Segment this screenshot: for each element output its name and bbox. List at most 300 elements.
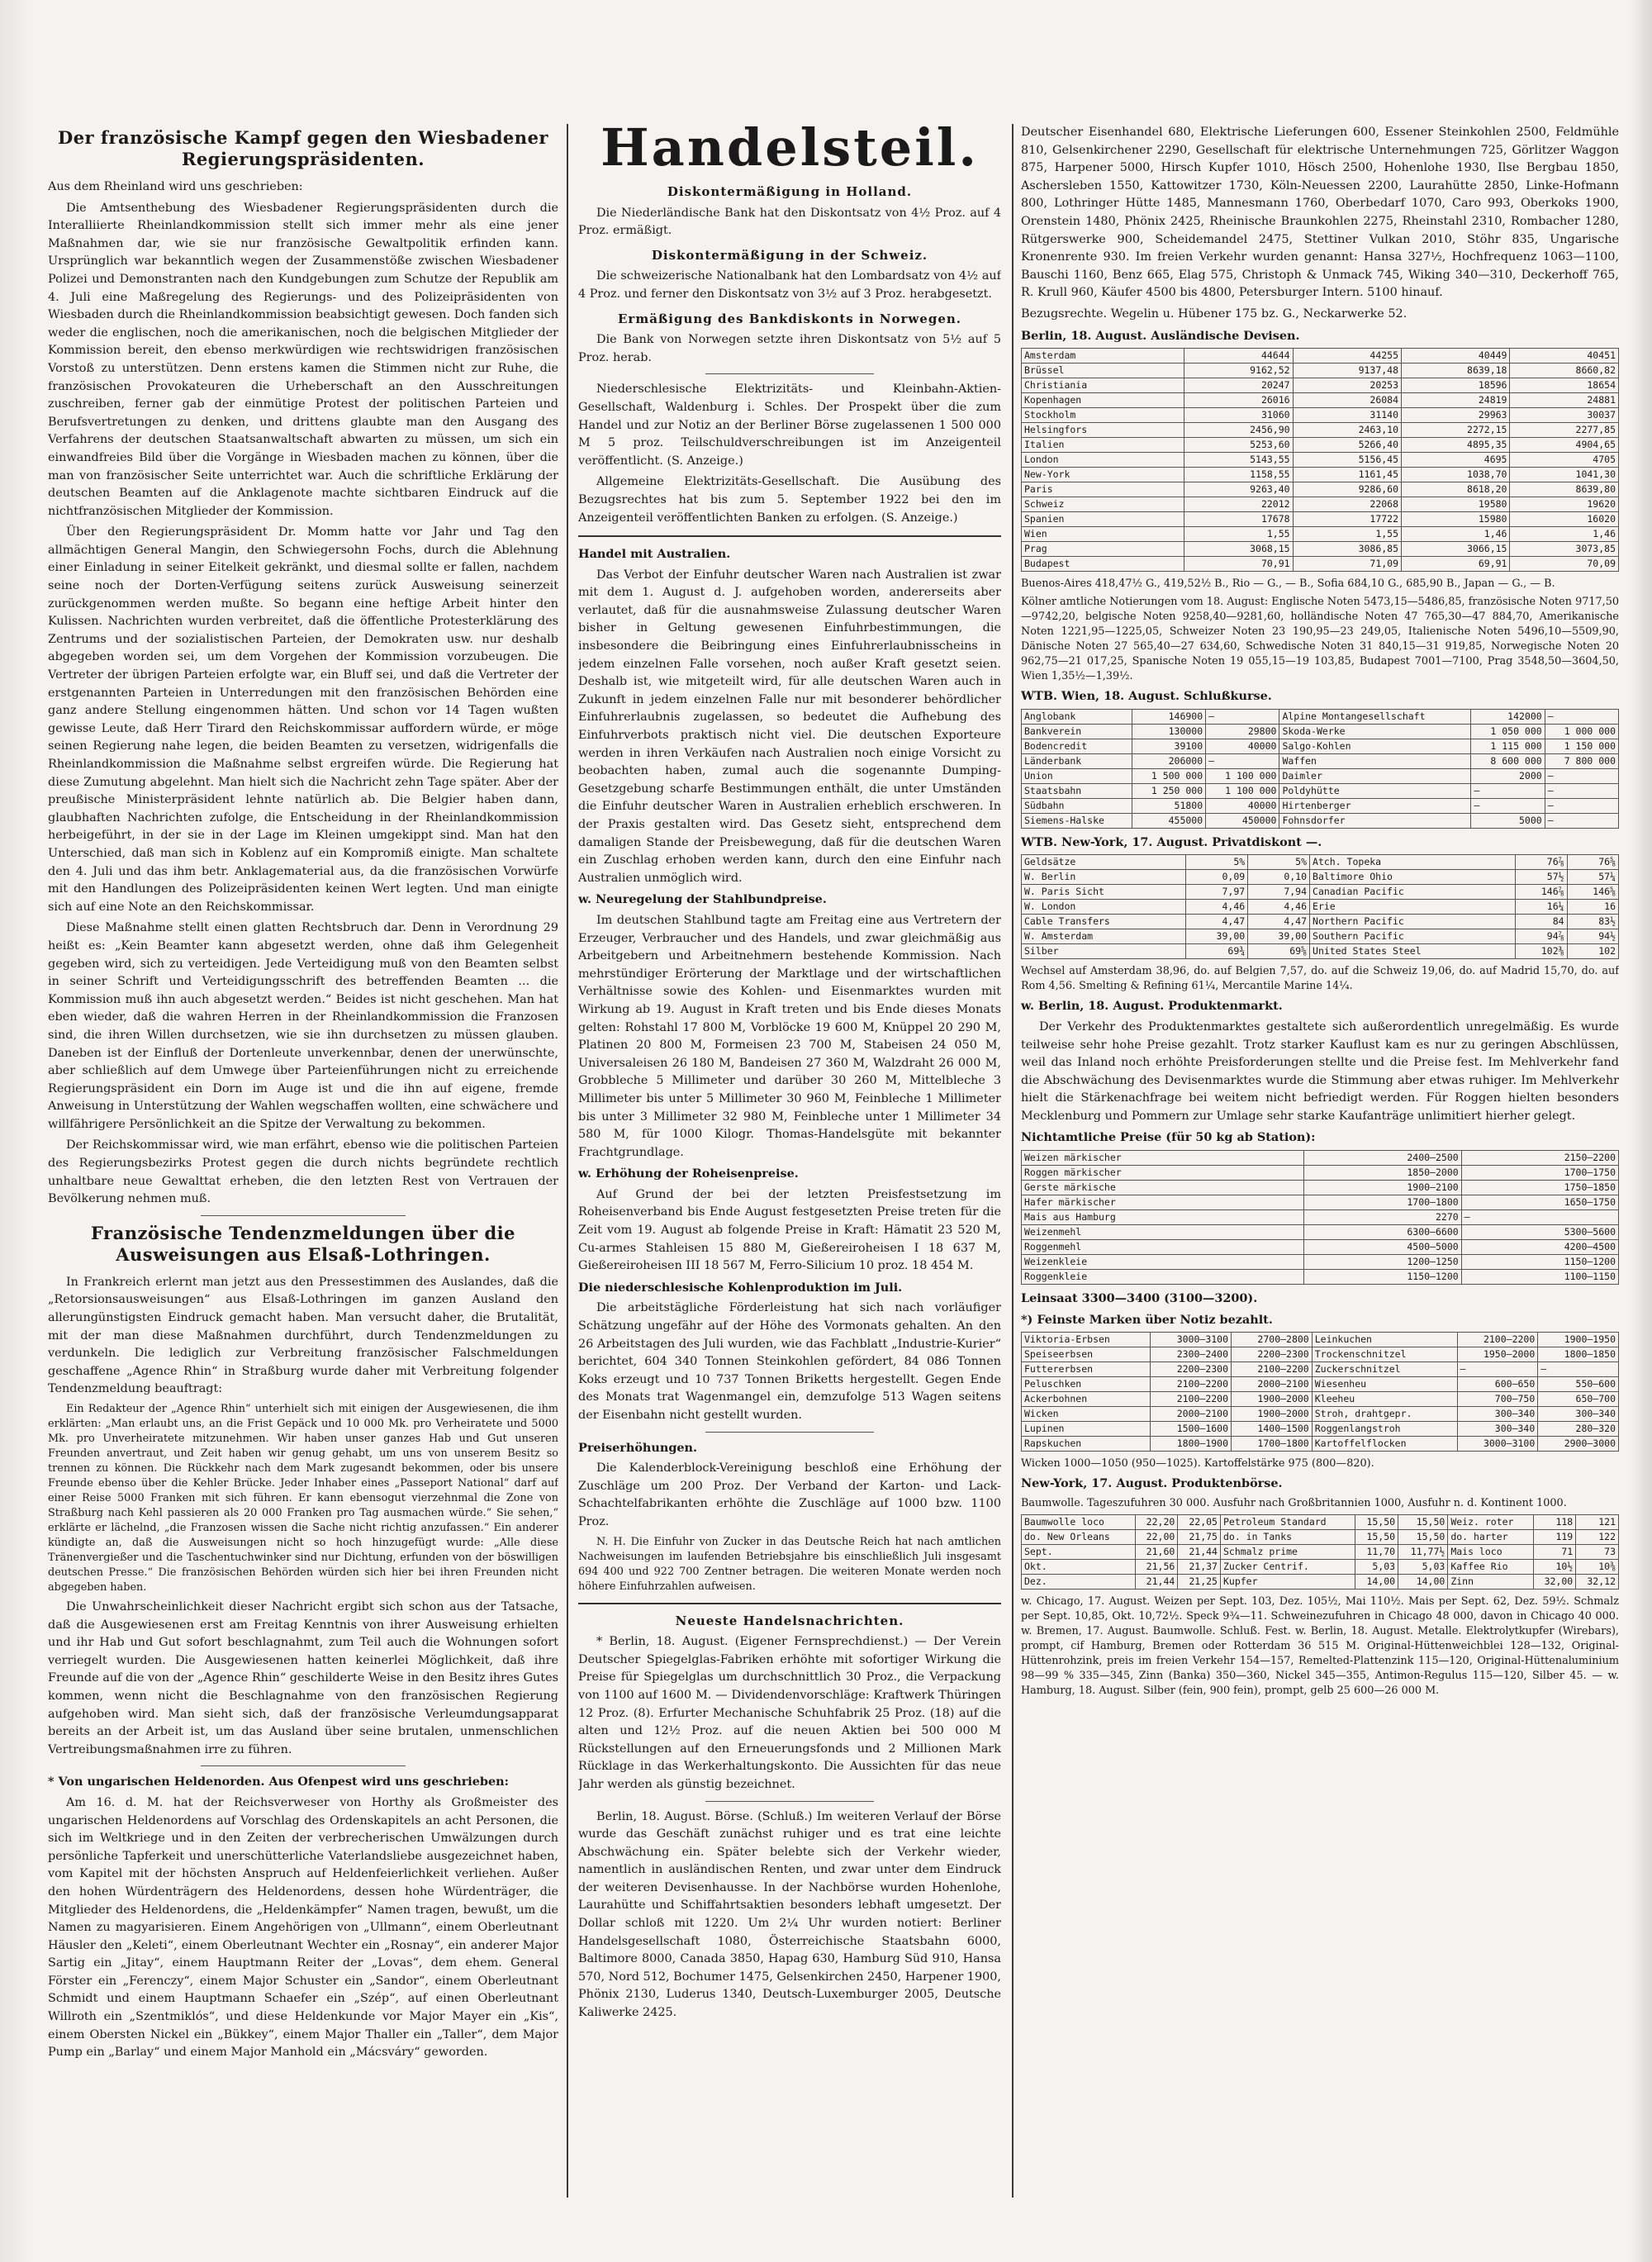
- table-row: [1022, 393, 1619, 408]
- table-cell: 3000—3100: [1457, 1437, 1538, 1452]
- subheading: Diskontermäßigung in Holland.: [667, 184, 913, 199]
- paragraph: Die schweizerische Nationalbank hat den Lombardsatz von 4½ auf 4 Proz. und ferner den Diskontsatz von 3½ auf 3 Proz. herabgesetzt.: [578, 269, 1001, 301]
- paragraph: Die Unwahrscheinlichkeit dieser Nachricht ergibt sich schon aus der Tatsache, daß die Ausgewiesenen erst am Freitag Kenntnis von ihrer Ausweisung erhielten und ihr Hab und Gut sofort beschlagnahmt, zum Teil auch die Wohnungen sofort verriegelt wurden. Die Ausgewiesenen hatten keinerlei Möglichkeit, daß ihre Freunde auf die von der „Agence Rhin“ geschilderte Weise in den Besitz ihres Gutes kommen, wenn nicht die Beschlagnahme von den französischen Regierung aufgehoben wird. Man sieht sich, daß der französische Verleumdungsapparat bereits an der Arbeit ist, um das Ausland über seine brutalen, unmenschlichen Vertreibungsmaßnahmen irre zu führen.: [48, 1600, 558, 1756]
- table-cell: 7 800 000: [1545, 753, 1618, 768]
- table-cell: 300—340: [1538, 1407, 1619, 1422]
- subheading: Diskontermäßigung in der Schweiz.: [651, 247, 928, 263]
- table-cell: Budapest: [1022, 557, 1184, 572]
- table-cell: 2000—2100: [1232, 1377, 1313, 1392]
- table-row: [1022, 1240, 1619, 1255]
- table-cell: Kartoffelflocken: [1312, 1437, 1457, 1452]
- table-cell: 14,00: [1355, 1574, 1398, 1589]
- table-cell: 1 100 000: [1206, 768, 1279, 783]
- table-cell: 16020: [1510, 512, 1619, 527]
- table-cell: 69¾: [1186, 944, 1248, 959]
- table-cell: 206000: [1132, 753, 1205, 768]
- table-cell: 5253,60: [1184, 438, 1293, 453]
- table-cell: 22,20: [1135, 1514, 1178, 1529]
- table-cell: 0,09: [1186, 870, 1248, 885]
- marken-table: [1021, 1332, 1619, 1452]
- table-cell: 8618,20: [1402, 482, 1510, 497]
- paragraph: Kölner amtliche Notierungen vom 18. August: Englische Noten 5473,15—5486,85, französische Noten 9717,50—9742,20, belgische Noten 9258,40—9281,60, holländische Noten 47 765,30—47 884,70, Amerikanische Noten 1221,95—1225,05, Schweizer Noten 23 190,95—23 249,05, Italienische Noten 5496,10—5509,90, Dänische Noten 27 565,40—27 634,60, Schwedische Noten 31 840,15—31 919,85, Norwegische Noten 20 962,75—21 017,25, Spanische Noten 19 055,15—19 103,85, Budapest 7001—7100, Prag 3548,50—3604,50, Wien 1,35½—1,39½.: [1021, 596, 1619, 683]
- table-cell: 40000: [1206, 739, 1279, 753]
- table-cell: 22012: [1184, 497, 1293, 512]
- paragraph: Das Verbot der Einfuhr deutscher Waren nach Australien ist zwar mit dem 1. August d. J. aufgehoben worden, andererseits aber verlautet, daß für die ausnahmsweise Zulassung deutscher Waren bisher in Geltung gewesenen Einfuhrbestimmungen, die insbesondere die Beibringung eines Einfuhrerlaubnisscheins in jedem einzelnen Falle vorsehen, noch außer Kraft gesetzt seien. Deshalb ist, wie mitgeteilt wird, für alle deutschen Waren auch in Zukunft in jedem einzelnen Falle nur mit besonderer behördlicher Einfuhrerlaubnis zugelassen, so bedeutet die Aufhebung des Einfuhrverbots praktisch nicht viel. Die deutschen Exporteure werden in ihren Verkäufen nach Australien noch einige Vorsicht zu beobachten haben, zumal auch die sogenannte Dumping-Gesetzgebung scharfe Bestimmungen enthält, die unter Umständen die Einfuhr deutscher Waren in Australien erheblich erschweren. In der Praxis gestalten wird. Das Gesetz sieht, entsprechend dem damaligen Stande der Preisbewegung, daß für die deutschen Waren ein Zuschlag erhoben werden kann, durch den eine Einfuhr nach Australien unmöglich wird.: [578, 568, 1001, 885]
- table-cell: W. Berlin: [1022, 870, 1186, 885]
- table-cell: 29800: [1206, 724, 1279, 739]
- table-cell: 26016: [1184, 393, 1293, 408]
- paragraph: Leinsaat 3300—3400 (3100—3200).: [1021, 1291, 1258, 1306]
- table-cell: 51800: [1132, 798, 1205, 813]
- table-cell: Fohnsdorfer: [1279, 813, 1471, 828]
- table-cell: Amsterdam: [1022, 349, 1184, 364]
- table-row: [1022, 527, 1619, 542]
- table-cell: 2100—2200: [1151, 1377, 1232, 1392]
- table-cell: 146⅞: [1516, 885, 1567, 900]
- table-cell: 119: [1533, 1529, 1576, 1544]
- table-cell: 130000: [1132, 724, 1205, 739]
- separator: [705, 1801, 875, 1802]
- table-cell: 1 115 000: [1471, 739, 1545, 753]
- table-cell: 1900—2000: [1232, 1407, 1313, 1422]
- table-cell: Roggen märkischer: [1022, 1166, 1304, 1181]
- table-cell: 21,75: [1178, 1529, 1221, 1544]
- table-cell: 122: [1576, 1529, 1619, 1544]
- table-cell: 650—700: [1538, 1392, 1619, 1407]
- table-cell: 2900—3000: [1538, 1437, 1619, 1452]
- table-cell: 26084: [1293, 393, 1401, 408]
- table-cell: 15,50: [1398, 1514, 1448, 1529]
- section-masthead: Handelsteil.: [601, 124, 979, 178]
- table-cell: do. New Orleans: [1022, 1529, 1136, 1544]
- separator: [705, 373, 875, 374]
- table-cell: 19580: [1402, 497, 1510, 512]
- table-row: [1022, 1407, 1619, 1422]
- table-cell: do. harter: [1448, 1529, 1533, 1544]
- table-cell: Daimler: [1279, 768, 1471, 783]
- table-cell: Silber: [1022, 944, 1186, 959]
- table-cell: 9263,40: [1184, 482, 1293, 497]
- table-row: [1022, 512, 1619, 527]
- table-cell: 3073,85: [1510, 542, 1619, 557]
- table-cell: 300—340: [1457, 1422, 1538, 1437]
- table-cell: Schmalz prime: [1220, 1544, 1355, 1559]
- table-row: [1022, 783, 1619, 798]
- scan-edge-right: [1629, 0, 1652, 2262]
- subheading: New-York, 17. August. Produktenbörse.: [1021, 1476, 1283, 1491]
- table-cell: 69,91: [1402, 557, 1510, 572]
- paragraph: Niederschlesische Elektrizitäts- und Kleinbahn-Aktien-Gesellschaft, Waldenburg i. Schles. Der Prospekt über die zum Handel und zur Notiz an der Berliner Börse zugelassenen 1 500 000 M 5 proz. Teilschuldverschreibungen ist im Anzeigenteil veröffentlicht. (S. Anzeige.): [578, 383, 1001, 468]
- table-cell: 600—650: [1457, 1377, 1538, 1392]
- paragraph: Der Verkehr des Produktenmarktes gestaltete sich außerordentlich unregelmäßig. Es wurde teilweise sehr hohe Preise gezahlt. Trotz starker Kauflust kam es nur zu geringen Abschlüssen, weil das Inland noch erhöhte Preisforderungen stellte und die Preise fest. Im Mehlverkehr fand die Abschwächung des Devisenmarktes wurde die Stimmung aber etwas ruhiger. Im Mehlverkehr hielt die Stärkenachfrage bei weitem nicht befriedigt werden. Für Roggen hielten besonders Mecklenburg und Pommern zur Umlage sehr starke Kaufanträge unlimitiert hierher gelegt.: [1021, 1019, 1619, 1123]
- table-row: [1022, 1392, 1619, 1407]
- table-row: [1022, 1437, 1619, 1452]
- table-cell: 2100—2200: [1151, 1392, 1232, 1407]
- table-cell: 57½: [1516, 870, 1567, 885]
- headline-wiesbaden: Der französische Kampf gegen den Wiesbadener Regierungspräsidenten.: [57, 127, 548, 169]
- table-cell: 5,03: [1398, 1559, 1448, 1574]
- table-cell: 5143,55: [1184, 453, 1293, 468]
- paragraph: Die Amtsenthebung des Wiesbadener Regierungspräsidenten durch die Interalliierte Rheinlandkommission stellt sich immer mehr als eine jener Maßnahmen dar, wie sie nur französische Gewaltpolitik erfinden kann. Ursprünglich war bekanntlich wegen der Zusammenstöße zwischen Wiesbadener Polizei und Demonstranten nach den Kundgebungen zum Schutze der Republik am 4. Juli eine Maßregelung des Regierungs- und des Polizeipräsidenten von Wiesbaden durch die Rheinlandkommission beabsichtigt gewesen. Doch fanden sich weder die englischen, noch die amerikanischen, noch die belgischen Mitglieder der Kommission bereit, den ebenso merkwürdigen wie rechtswidrigen französischen Vorstoß zu unterstützen. Denn erstens kamen die Stimmen nicht zur Ruhe, die französischen Provokateuren die Urheberschaft an den Ausschreitungen zuschreiben, ferner gab der einmütige Protest der politischen Parteien und Berufsvertretungen zu denken, und drittens glaubte man den Ausgang des Verfahrens der deutschen Staatsanwaltschaft abwarten zu müssen, um sich ein einwandfreies Bild über die Vorgänge in Wiesbaden machen zu können, über die man von französischer Seite unterrichtet war. Auch die schriftliche Erklärung der deutschen Beamten auf die Anklagenote machte sichtbaren Eindruck auf die nichtfranzösischen Mitglieder der Kommission.: [48, 201, 558, 518]
- paragraph: Wicken 1000—1050 (950—1025). Kartoffelstärke 975 (800—820).: [1021, 1457, 1374, 1471]
- table-row: [1022, 349, 1619, 364]
- table-cell: 4500—5000: [1304, 1240, 1461, 1255]
- table-row: [1022, 378, 1619, 393]
- table-row: [1022, 1333, 1619, 1347]
- table-cell: Leinkuchen: [1312, 1333, 1457, 1347]
- table-cell: 4,46: [1186, 900, 1248, 915]
- table-cell: 5%: [1248, 855, 1310, 870]
- table-cell: 2000: [1471, 768, 1545, 783]
- table-cell: 15,50: [1355, 1529, 1398, 1544]
- table-cell: W. London: [1022, 900, 1186, 915]
- paragraph: Buenos-Aires 418,47½ G., 419,52½ B., Rio — G., — B., Sofia 684,10 G., 685,90 B., Japan — G., — B.: [1021, 577, 1555, 591]
- table-cell: —: [1545, 709, 1618, 724]
- table-cell: New-York: [1022, 468, 1184, 482]
- table-cell: 3086,85: [1293, 542, 1401, 557]
- table-cell: 17678: [1184, 512, 1293, 527]
- table-cell: Canadian Pacific: [1310, 885, 1516, 900]
- table-cell: —: [1457, 1362, 1538, 1377]
- table-cell: 102: [1567, 944, 1618, 959]
- table-cell: 280—320: [1538, 1422, 1619, 1437]
- table-cell: Paris: [1022, 482, 1184, 497]
- table-cell: 2150—2200: [1461, 1151, 1618, 1166]
- table-cell: Wien: [1022, 527, 1184, 542]
- table-cell: 5300—5600: [1461, 1225, 1618, 1240]
- table-cell: —: [1538, 1362, 1619, 1377]
- table-cell: Weizenkleie: [1022, 1255, 1304, 1270]
- right-column: [1021, 124, 1619, 2198]
- table-cell: Alpine Montangesellschaft: [1279, 709, 1471, 724]
- table-cell: 1161,45: [1293, 468, 1401, 482]
- table-cell: 40449: [1402, 349, 1510, 364]
- table-cell: 2400—2500: [1304, 1151, 1461, 1166]
- table-cell: 1400—1500: [1232, 1422, 1313, 1437]
- paragraph-quote: Ein Redakteur der „Agence Rhin“ unterhielt sich mit einigen der Ausgewiesenen, die ihm erklärten: „Man erlaubt uns, an die Frist Gepäck und 10 000 Mk. pro Verheiratete und 5000 Mk. pro Unverheiratete mitzunehmen. Wir haben unser ganzes Hab und Gut unseren Freunden anvertraut, und Zeit haben wir genug gehabt, um uns von unserem Besitz so trennen zu können. Die Rückkehr nach dem Mark zugesandt bekommen, oder bis unsere Freunde ebenso über die Kehler Brücke. Jeder Inhaber eines „Passeport National“ darf auf einer Reise 5000 Franken mit sich führen. Er kann ebensogut vierzehnmal die Zone von Straßburg nach Kehl passieren als 20 000 Franken pro Tag ausmachen würde.“ Sie sehen,“ erklärte er lächelnd, „die Franzosen wissen die Sache nicht richtig anzufassen.“ Ein anderer kündigte an, daß die Ausweisungen nicht so hoch hinzugefügt wurde: „Alle diese Tränenvergießer und die Taschentuchwinker sind nur Dichtung, erfunden von der böswilligen deutschen Presse.“ Die französischen Behörden würden sich hier bei ihren Freunden nicht abgegeben haben.: [48, 1403, 558, 1594]
- table-cell: 21,44: [1178, 1544, 1221, 1559]
- table-cell: Brüssel: [1022, 364, 1184, 378]
- table-cell: Skoda-Werke: [1279, 724, 1471, 739]
- table-cell: 21,25: [1178, 1574, 1221, 1589]
- table-cell: Weizen märkischer: [1022, 1151, 1304, 1166]
- table-cell: 22,00: [1135, 1529, 1178, 1544]
- table-row: [1022, 1559, 1619, 1574]
- table-cell: Kupfer: [1220, 1574, 1355, 1589]
- table-row: [1022, 855, 1619, 870]
- table-cell: 2200—2300: [1151, 1362, 1232, 1377]
- scan-edge-left: [0, 0, 33, 2262]
- table-cell: 1,46: [1402, 527, 1510, 542]
- table-cell: 2270: [1304, 1210, 1461, 1225]
- table-cell: 70,91: [1184, 557, 1293, 572]
- table-cell: 8639,80: [1510, 482, 1619, 497]
- table-cell: —: [1206, 709, 1279, 724]
- table-cell: 73: [1576, 1544, 1619, 1559]
- table-cell: 22,05: [1178, 1514, 1221, 1529]
- paragraph: Die arbeitstägliche Förderleistung hat sich nach vorläufiger Schätzung ungefähr auf der Höhe des Vormonats gehalten. An den 26 Arbeitstagen des Juli wurden, wie das Fachblatt „Industrie-Kurier“ berichtet, 604 340 Tonnen Steinkohlen gefördert, 84 086 Tonnen Koks erzeugt und 10 737 Tonnen Briketts hergestellt. Gegen Ende des Monats trat Wagenmangel ein, demzufolge 513 Wagen seitens der Eisenbahn nicht gestellt wurden.: [578, 1301, 1001, 1422]
- table-cell: 20253: [1293, 378, 1401, 393]
- table-row: [1022, 1422, 1619, 1437]
- table-row: [1022, 798, 1619, 813]
- table-cell: Stroh, drahtgepr.: [1312, 1407, 1457, 1422]
- table-cell: 18654: [1510, 378, 1619, 393]
- table-cell: Mais loco: [1448, 1544, 1533, 1559]
- subheading: Berlin, 18. August. Ausländische Devisen.: [1021, 328, 1300, 343]
- table-cell: Geldsätze: [1022, 855, 1186, 870]
- table-row: [1022, 438, 1619, 453]
- devisen-table: [1021, 348, 1619, 572]
- subheading: w. Berlin, 18. August. Produktenmarkt.: [1021, 999, 1283, 1014]
- table-cell: 32,00: [1533, 1574, 1576, 1589]
- table-cell: 1150—1200: [1304, 1270, 1461, 1285]
- table-cell: 1 000 000: [1545, 724, 1618, 739]
- table-cell: Union: [1022, 768, 1132, 783]
- table-row: [1022, 1529, 1619, 1544]
- table-cell: Sept.: [1022, 1544, 1136, 1559]
- table-row: [1022, 1362, 1619, 1377]
- table-row: [1022, 1210, 1619, 1225]
- table-cell: 1041,30: [1510, 468, 1619, 482]
- table-cell: 16: [1567, 900, 1618, 915]
- table-cell: 1700—1800: [1232, 1437, 1313, 1452]
- table-cell: 2456,90: [1184, 423, 1293, 438]
- table-cell: Kaffee Rio: [1448, 1559, 1533, 1574]
- table-cell: Hirtenberger: [1279, 798, 1471, 813]
- table-cell: 4,46: [1248, 900, 1310, 915]
- table-cell: 76⅝: [1567, 855, 1618, 870]
- table-cell: 14,00: [1398, 1574, 1448, 1589]
- table-cell: Viktoria-Erbsen: [1022, 1333, 1151, 1347]
- separator: [578, 1603, 1001, 1604]
- subheading: w. Erhöhung der Roheisenpreise.: [578, 1167, 799, 1181]
- table-cell: Roggenmehl: [1022, 1240, 1304, 1255]
- table-row: [1022, 1270, 1619, 1285]
- table-cell: 57¼: [1567, 870, 1618, 885]
- table-cell: 40451: [1510, 349, 1619, 364]
- table-cell: Weizenmehl: [1022, 1225, 1304, 1240]
- paragraph: Auf Grund der bei der letzten Preisfestsetzung im Roheisenverband bis Ende August festgesetzten Preise treten für die Zeit vom 19. August ab folgende Preise in Kraft: Hämatit 23 520 M, Cu-armes Stahleisen 15 880 M, Gießereiroheisen I 18 637 M, Gießereiroheisen III 18 567 M, Ferro-Silicium 10 proz. 18 454 M.: [578, 1187, 1001, 1273]
- table-cell: 1200—1250: [1304, 1255, 1461, 1270]
- paragraph: Berlin, 18. August. Börse. (Schluß.) Im weiteren Verlauf der Börse wurde das Geschäft zunächst ruhiger und es trat eine leichte Abschwächung ein. Später belebte sich der Verkehr wieder, namentlich in ausländischen Renten, und zwar unter dem Eindruck der weiteren Devisenhausse. In der Nachbörse wurden Hohenlohe, Laurahütte und Schiffahrtsaktien besonders lebhaft umgesetzt. Der Dollar schloß mit 1220. Um 2¼ Uhr wurden notiert: Berliner Handelsgesellschaft 1080, Österreichische Staatsbahn 6000, Baltimore 8000, Canada 3850, Hapag 630, Hamburg Süd 910, Hansa 570, Nord 512, Bochumer 1475, Gelsenkirchen 2450, Harpener 1900, Phönix 2130, Luderus 1340, Deutsch-Luxemburger 2005, Deutsche Kaliwerke 2425.: [578, 1809, 1001, 2020]
- separator: [705, 1432, 875, 1433]
- table-row: [1022, 1181, 1619, 1195]
- table-cell: Rapskuchen: [1022, 1437, 1151, 1452]
- table-cell: 118: [1533, 1514, 1576, 1529]
- table-cell: 1038,70: [1402, 468, 1510, 482]
- table-row: [1022, 542, 1619, 557]
- table-cell: 2277,85: [1510, 423, 1619, 438]
- table-cell: 31140: [1293, 408, 1401, 423]
- table-cell: 4895,35: [1402, 438, 1510, 453]
- table-cell: 24819: [1402, 393, 1510, 408]
- table-cell: 76⅞: [1516, 855, 1567, 870]
- table-row: [1022, 1544, 1619, 1559]
- subheading: Nichtamtliche Preise (für 50 kg ab Station):: [1021, 1130, 1316, 1145]
- table-cell: Southern Pacific: [1310, 929, 1516, 944]
- wien-table: [1021, 709, 1619, 829]
- table-row: [1022, 944, 1619, 959]
- table-cell: —: [1471, 798, 1545, 813]
- table-cell: 7,97: [1186, 885, 1248, 900]
- table-cell: Staatsbahn: [1022, 783, 1132, 798]
- table-row: [1022, 739, 1619, 753]
- table-cell: 5156,45: [1293, 453, 1401, 468]
- table-cell: 9137,48: [1293, 364, 1401, 378]
- table-cell: Okt.: [1022, 1559, 1136, 1574]
- table-cell: 1900—1950: [1538, 1333, 1619, 1347]
- table-row: [1022, 423, 1619, 438]
- table-cell: Dez.: [1022, 1574, 1136, 1589]
- paragraph: Der Reichskommissar wird, wie man erfährt, ebenso wie die politischen Parteien des Regierungsbezirks Protest gegen die durch nichts begründete rechtlich unhaltbare neue Gewalttat erheben, die den letzten Rest von Vertrauen der Bevölkerung nehmen muß.: [48, 1138, 558, 1206]
- table-row: [1022, 1151, 1619, 1166]
- table-cell: 2463,10: [1293, 423, 1401, 438]
- table-row: [1022, 364, 1619, 378]
- table-cell: 44644: [1184, 349, 1293, 364]
- table-cell: 1 150 000: [1545, 739, 1618, 753]
- table-cell: 24881: [1510, 393, 1619, 408]
- table-cell: 142000: [1471, 709, 1545, 724]
- paragraph: Im deutschen Stahlbund tagte am Freitag eine aus Vertretern der Erzeuger, Verbraucher und des Handels, und zwar gleichmäßig aus Arbeitgebern und Arbeitnehmern bestehende Kommission. Nach mehrstündiger Erörterung der Marktlage und der wirtschaftlichen Verhältnisse sowie des Kohlen- und Eisenmarktes wurden mit Wirkung ab 19. August in Kraft treten und bis Ende dieses Monats gelten: Rohstahl 17 800 M, Vorblöcke 19 600 M, Knüppel 20 290 M, Platinen 20 800 M, Formeisen 23 700 M, Stabeisen 24 050 M, Universaleisen 26 180 M, Bandeisen 27 360 M, Walzdraht 26 000 M, Grobbleche 5 Millimeter und darüber 30 260 M, Mittelbleche 3 Millimeter bis unter 5 Millimeter 30 960 M, Feinbleche 1 Millimeter bis unter 3 Millimeter 32 980 M, Feinbleche unter 1 Millimeter 34 580 M, für 1000 Kilogr. Thomas-Handelsgüte mit bekannter Frachtgrundlage.: [578, 913, 1001, 1159]
- table-cell: 8660,82: [1510, 364, 1619, 378]
- table-cell: 550—600: [1538, 1377, 1619, 1392]
- table-cell: Erie: [1310, 900, 1516, 915]
- table-row: [1022, 709, 1619, 724]
- table-cell: Poldyhütte: [1279, 783, 1471, 798]
- table-cell: 8 600 000: [1471, 753, 1545, 768]
- table-cell: 18596: [1402, 378, 1510, 393]
- note: N. H. Die Einfuhr von Zucker in das Deutsche Reich hat nach amtlichen Nachweisungen im laufenden Betriebsjahre bis einschließlich Juli insgesamt 694 400 und 922 700 Zentner betragen. Die weiteren Monate werden noch höhere Einfuhrzahlen aufweisen.: [578, 1535, 1001, 1593]
- table-row: [1022, 468, 1619, 482]
- dateline: Aus dem Rheinland wird uns geschrieben:: [48, 180, 303, 193]
- table-cell: Salgo-Kohlen: [1279, 739, 1471, 753]
- table-row: [1022, 813, 1619, 828]
- table-cell: Peluschken: [1022, 1377, 1151, 1392]
- paragraph: w. Chicago, 17. August. Weizen per Sept. 103, Dez. 105½, Mai 110½. Mais per Sept. 62, Dez. 59½. Schmalz per Sept. 10,85, Okt. 10,72½. Speck 9¾—11. Schweinezufuhren in Chicago 48 000, davon in Chicago 40 000. w. Bremen, 17. August. Baumwolle. Schluß. Fest. w. Berlin, 18. August. Metalle. Elektrolytkupfer (Wirebars), prompt, cif Hamburg, Bremen oder Rotterdam 36 515 M. Original-Hüttenweichblei 128—132, Original-Hüttenrohzink, preis im freien Verkehr 154—157, Remelted-Plattenzink 115—120, Original-Hüttenaluminium 98—99 % 335—345, Zinn (Banka) 350—360, Nickel 345—355, Antimon-Regulus 115—120, Silber 45. — w. Hamburg, 18. August. Silber (fein, 900 fein), prompt, gelb 25 600—26 000 M.: [1021, 1594, 1619, 1697]
- table-cell: 10⅜: [1576, 1559, 1619, 1574]
- table-cell: 5000: [1471, 813, 1545, 828]
- table-cell: 8639,18: [1402, 364, 1510, 378]
- table-cell: 1750—1850: [1461, 1181, 1618, 1195]
- table-cell: 32,12: [1576, 1574, 1619, 1589]
- table-cell: 29963: [1402, 408, 1510, 423]
- table-cell: Atch. Topeka: [1310, 855, 1516, 870]
- table-cell: 0,10: [1248, 870, 1310, 885]
- table-cell: 121: [1576, 1514, 1619, 1529]
- table-cell: 31060: [1184, 408, 1293, 423]
- table-cell: Länderbank: [1022, 753, 1132, 768]
- table-cell: 1,55: [1293, 527, 1401, 542]
- table-cell: 71,09: [1293, 557, 1401, 572]
- table-cell: Italien: [1022, 438, 1184, 453]
- table-cell: 1650—1750: [1461, 1195, 1618, 1210]
- table-cell: Kopenhagen: [1022, 393, 1184, 408]
- preise-table: [1021, 1150, 1619, 1285]
- table-cell: 1850—2000: [1304, 1166, 1461, 1181]
- table-row: [1022, 900, 1619, 915]
- table-cell: 2300—2400: [1151, 1347, 1232, 1362]
- table-cell: 4705: [1510, 453, 1619, 468]
- table-row: [1022, 768, 1619, 783]
- table-cell: Zinn: [1448, 1574, 1533, 1589]
- separator: [578, 535, 1001, 537]
- table-row: [1022, 482, 1619, 497]
- paragraph: Über den Regierungspräsident Dr. Momm hatte vor Jahr und Tag den allmächtigen General Mangin, den Schwiegersohn Fochs, durch die Ablehnung einer Einladung in seiner Eitelkeit gekränkt, und diesmal sollte er fallen, nachdem seine noch der Dorten-Verfügung seitens zurück Ausweisung seinerzeit zurückgenommen werden mußte. So begann eine heftige Arbeit hinter den Kulissen. Nachrichten wurden verbreitet, daß die öffentliche Protesterklärung des Zentrums und der sozialistischen Parteien, der Demokraten usw. nur deshalb abgegeben worden sei, um dem Vorgehen der Kommission vorzubeugen. Die Vertreter der übrigen Parteien erfolgte war, ein Bluff sei, und daß die Vertreter der erstgenannten Parteien in Unterredungen mit den französischen Behörden eine ganz andere Stellung eingenommen hätten. Und schon vor 14 Tagen wußten gewisse Leute, daß Herr Tirard den Reichskommissar auffordern würde, er möge seinen Regierung nahe legen, die beiden Beamten zu versetzen, widrigenfalls die Rheinlandkommission die Maßnahme selbst ergreifen würde. Die Regierung hat diese Zumutung abgelehnt. Man hielt sich die Nachricht zehn Tage später. Aber der preußische Ministerpräsident lehnte natürlich ab. Die Belgier haben dann, glaubhaften Nachrichten zufolge, die Entscheidung in der Rheinlandkommission herbeigeführt, in der sie in der Lage im Kleinen umgekippt sind. Man hat den Unterschied, daß man sich in Koblenz auf ein Kompromiß einigte. Man schaltete den 4. Juli und das ihm betr. Anklagematerial aus, da die französischen Vorwürfe mit den Handlungen des Polizeipräsidenten keinen Wert legten. Und man einigte sich auf eine Note an den Reichskommissar.: [48, 525, 558, 914]
- subheading: Preiserhöhungen.: [578, 1440, 698, 1455]
- paragraph: In Frankreich erlernt man jetzt aus den Pressestimmen des Auslandes, daß die „Retorsionsausweisungen“ aus Elsaß-Lothringen im ganzen Ausland den allerungünstigsten Eindruck gemacht haben. Man versucht daher, die Brutalität, mit der man diese Maßnahmen durchführt, durch Tendenzmeldungen zu verdunkeln. Die lediglich zur Verbreitung französischer Falschmeldungen geschaffene „Agence Rhin“ in Straßburg wurde daher mit Verbreitung folgender Tendenzmeldung beauftragt:: [48, 1275, 558, 1396]
- subheading: Die niederschlesische Kohlenproduktion im Juli.: [578, 1280, 903, 1295]
- table-cell: 300—340: [1457, 1407, 1538, 1422]
- table-cell: 10½: [1533, 1559, 1576, 1574]
- table-row: [1022, 557, 1619, 572]
- table-cell: —: [1206, 753, 1279, 768]
- table-cell: Speiseerbsen: [1022, 1347, 1151, 1362]
- table-cell: 4,47: [1186, 915, 1248, 929]
- table-cell: Wiesenheu: [1312, 1377, 1457, 1392]
- table-cell: Siemens-Halske: [1022, 813, 1132, 828]
- table-cell: Futtererbsen: [1022, 1362, 1151, 1377]
- table-cell: Ackerbohnen: [1022, 1392, 1151, 1407]
- table-row: [1022, 724, 1619, 739]
- table-cell: 7,94: [1248, 885, 1310, 900]
- table-row: [1022, 497, 1619, 512]
- table-cell: 69⅝: [1248, 944, 1310, 959]
- table-cell: 5,03: [1355, 1559, 1398, 1574]
- table-cell: Mais aus Hamburg: [1022, 1210, 1304, 1225]
- table-row: [1022, 1225, 1619, 1240]
- table-cell: 17722: [1293, 512, 1401, 527]
- table-cell: 1900—2100: [1304, 1181, 1461, 1195]
- table-cell: 15,50: [1355, 1514, 1398, 1529]
- table-cell: London: [1022, 453, 1184, 468]
- table-cell: 102⅜: [1516, 944, 1567, 959]
- table-cell: 146900: [1132, 709, 1205, 724]
- table-cell: —: [1545, 783, 1618, 798]
- table-cell: Northern Pacific: [1310, 915, 1516, 929]
- table-cell: Prag: [1022, 542, 1184, 557]
- table-cell: Weiz. roter: [1448, 1514, 1533, 1529]
- table-cell: 1700—1800: [1304, 1195, 1461, 1210]
- table-cell: 1 050 000: [1471, 724, 1545, 739]
- table-row: [1022, 885, 1619, 900]
- subheading: * Von ungarischen Heldenorden. Aus Ofenpest wird uns geschrieben:: [48, 1775, 509, 1789]
- subheading: *) Feinste Marken über Notiz bezahlt.: [1021, 1312, 1273, 1327]
- table-row: [1022, 1255, 1619, 1270]
- table-cell: 2200—2300: [1232, 1347, 1313, 1362]
- paragraph: Baumwolle. Tageszufuhren 30 000. Ausfuhr nach Großbritannien 1000, Ausfuhr n. d. Kontinent 1000.: [1021, 1496, 1567, 1509]
- table-cell: 450000: [1206, 813, 1279, 828]
- table-cell: 5%: [1186, 855, 1248, 870]
- table-cell: Zucker Centrif.: [1220, 1559, 1355, 1574]
- table-row: [1022, 453, 1619, 468]
- paragraph: Wechsel auf Amsterdam 38,96, do. auf Belgien 7,57, do. auf die Schweiz 19,06, do. auf Madrid 15,70, do. auf Rom 4,56. Smelting & Refining 61¼, Mercantile Marine 14¼.: [1021, 965, 1619, 993]
- table-cell: 1900—2000: [1232, 1392, 1313, 1407]
- table-cell: 39100: [1132, 739, 1205, 753]
- table-cell: 2272,15: [1402, 423, 1510, 438]
- table-cell: Roggenkleie: [1022, 1270, 1304, 1285]
- table-cell: 2100—2200: [1457, 1333, 1538, 1347]
- table-cell: —: [1545, 768, 1618, 783]
- table-cell: do. in Tanks: [1220, 1529, 1355, 1544]
- table-cell: 1800—1850: [1538, 1347, 1619, 1362]
- subheading: WTB. Wien, 18. August. Schlußkurse.: [1021, 689, 1272, 704]
- table-cell: 1,46: [1510, 527, 1619, 542]
- table-row: [1022, 870, 1619, 885]
- table-cell: —: [1545, 798, 1618, 813]
- table-cell: —: [1471, 783, 1545, 798]
- table-row: [1022, 1195, 1619, 1210]
- table-cell: 1700—1750: [1461, 1166, 1618, 1181]
